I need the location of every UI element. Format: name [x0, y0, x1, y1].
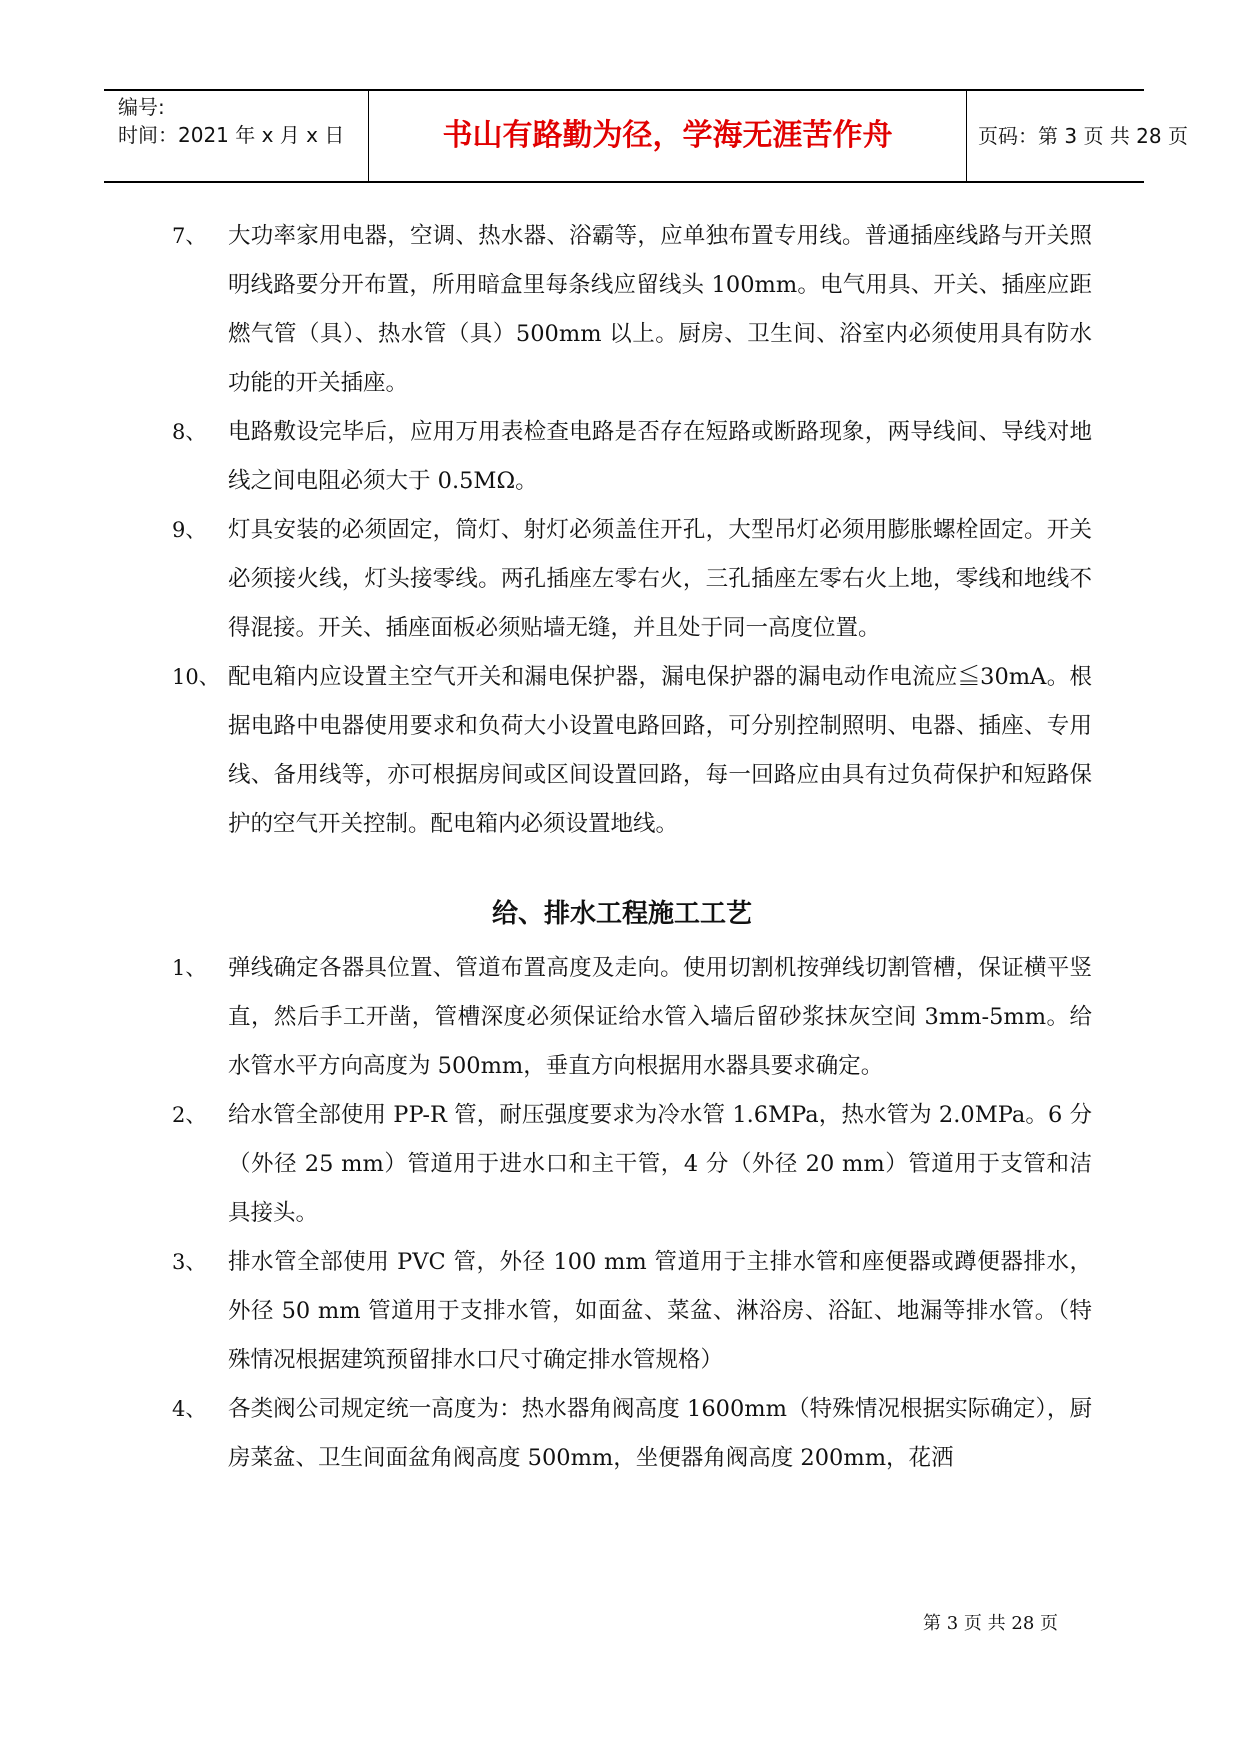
list-item: [172, 1385, 1092, 1483]
item-text: 弹线确定各器具位置、管道布置高度及走向。使用切割机按弹线切割管槽，保证横平竖直，然后手工开凿，管槽深度必须保证给水管入墙后留砂浆抹灰空间 3mm-5mm。给水管水平方向高度为 500mm，垂直方向根据用水器具要求确定。: [228, 955, 1092, 1079]
document-number-label: 编号:: [118, 95, 165, 119]
page-footer: 第 3 页 共 28 页: [923, 1613, 1058, 1634]
section-title: 给、排水工程施工工艺: [491, 899, 752, 929]
list-item: [172, 1238, 1092, 1385]
electrical-items-list: [172, 212, 1092, 849]
list-item: [172, 212, 1092, 408]
header-info-cell: [104, 91, 369, 181]
plumbing-items-list: [172, 944, 1092, 1483]
item-text: 大功率家用电器，空调、热水器、浴霸等，应单独布置专用线。普通插座线路与开关照明线路要分开布置，所用暗盒里每条线应留线头 100mm。电气用具、开关、插座应距燃气管（具）、热水管（具）500mm 以上。厨房、卫生间、浴室内必须使用具有防水功能的开关插座。: [228, 223, 1092, 396]
page-header: [104, 89, 1188, 183]
list-item: [172, 506, 1092, 653]
item-number: 8、: [172, 420, 207, 444]
header-page-number: 页码：第 3 页 共 28 页: [978, 124, 1188, 148]
list-item: [172, 1091, 1092, 1238]
item-number: 9、: [172, 518, 207, 542]
item-text: 电路敷设完毕后，应用万用表检查电路是否存在短路或断路现象，两导线间、导线对地线之间电阻必须大于 0.5MΩ。: [228, 419, 1092, 494]
item-number: 3、: [172, 1250, 207, 1274]
item-text: 各类阀公司规定统一高度为：热水器角阀高度 1600mm（特殊情况根据实际确定），厨房菜盆、卫生间面盆角阀高度 500mm，坐便器角阀高度 200mm，花洒: [228, 1396, 1092, 1471]
item-number: 1、: [172, 956, 207, 980]
item-text: 给水管全部使用 PP-R 管，耐压强度要求为冷水管 1.6MPa，热水管为 2.0MPa。6 分（外径 25 mm）管道用于进水口和主干管，4 分（外径 20 mm）管道用于支管和洁具接头。: [228, 1102, 1092, 1226]
header-motto: 书山有路勤为径，学海无涯苦作舟: [369, 91, 967, 181]
document-time-label: 时间：2021 年 x 月 x 日: [118, 123, 345, 147]
item-number: 7、: [172, 224, 207, 248]
item-number: 10、: [172, 665, 220, 689]
list-item: [172, 653, 1092, 849]
item-text: 配电箱内应设置主空气开关和漏电保护器，漏电保护器的漏电动作电流应≦30mA。根据电路中电器使用要求和负荷大小设置电路回路，可分别控制照明、电器、插座、专用线、备用线等，亦可根据房间或区间设置回路，每一回路应由具有过负荷保护和短路保护的空气开关控制。配电箱内必须设置地线。: [228, 664, 1092, 837]
list-item: [172, 408, 1092, 506]
item-number: 4、: [172, 1397, 207, 1421]
item-text: 灯具安装的必须固定，筒灯、射灯必须盖住开孔，大型吊灯必须用膨胀螺栓固定。开关必须接火线，灯头接零线。两孔插座左零右火，三孔插座左零右火上地，零线和地线不得混接。开关、插座面板必须贴墙无缝，并且处于同一高度位置。: [228, 517, 1092, 641]
document-body: [172, 212, 1092, 1483]
item-number: 2、: [172, 1103, 207, 1127]
item-text: 排水管全部使用 PVC 管，外径 100 mm 管道用于主排水管和座便器或蹲便器排水，外径 50 mm 管道用于支排水管，如面盆、菜盆、淋浴房、浴缸、地漏等排水管。（特殊情况根据建筑预留排水口尺寸确定排水管规格）: [228, 1249, 1092, 1373]
list-item: [172, 944, 1092, 1091]
